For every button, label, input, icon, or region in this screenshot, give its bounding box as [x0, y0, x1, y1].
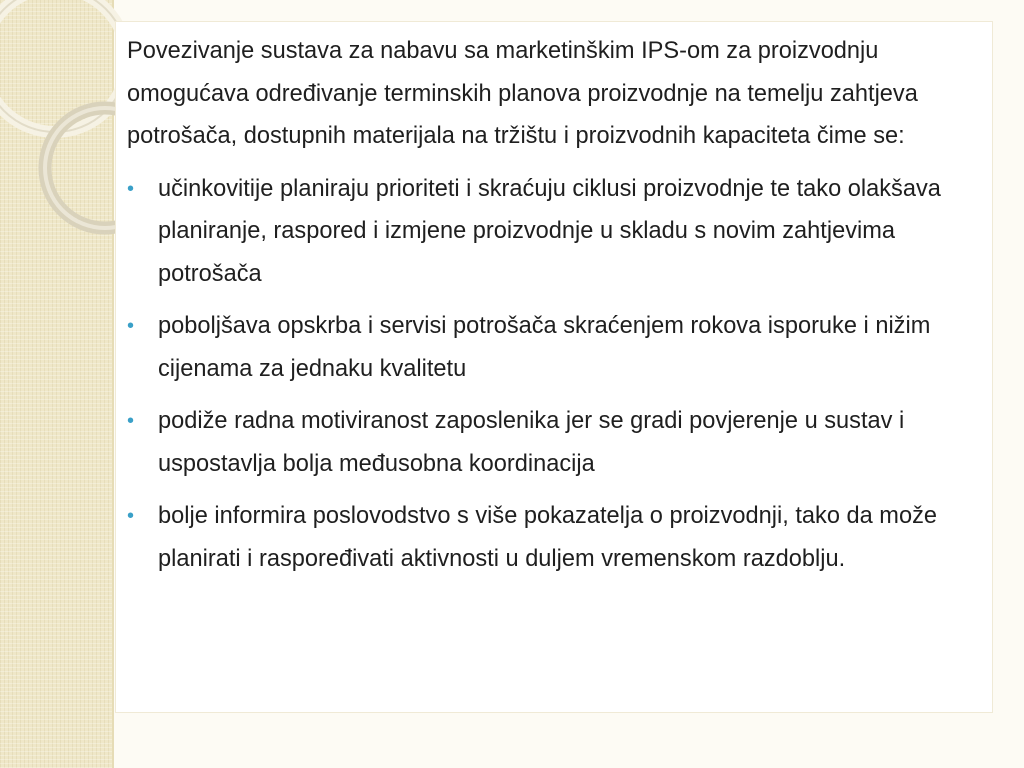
bullet-icon: •: [127, 315, 135, 337]
bullet-text: učinkovitije planiraju prioriteti i skraćuju ciklusi proizvodnje te tako olakšava planiranje, raspored i izmjene proizvodnje u skladu s novim zahtjevima potrošača: [158, 175, 941, 287]
list-item: [127, 305, 989, 390]
intro-paragraph: Povezivanje sustava za nabavu sa marketinškim IPS-om za proizvodnju omogućava određivanje terminskih planova proizvodnje na temelju zahtjeva potrošača, dostupnih materijala na tržištu i proizvodnih kapaciteta čime se:: [127, 38, 918, 149]
bullet-list: [127, 168, 989, 581]
bullet-text: podiže radna motiviranost zaposlenika jer se gradi povjerenje u sustav i uspostavlja bolja međusobna koordinacija: [158, 408, 905, 477]
bullet-icon: •: [127, 505, 135, 527]
bullet-text: poboljšava opskrba i servisi potrošača skraćenjem rokova isporuke i nižim cijenama za jednaku kvalitetu: [158, 313, 931, 382]
bullet-icon: •: [127, 410, 135, 432]
list-item: [127, 495, 989, 580]
slide-body: [127, 30, 989, 590]
list-item: [127, 168, 989, 296]
list-item: [127, 400, 989, 485]
bullet-icon: •: [127, 177, 135, 200]
bullet-text: bolje informira poslovodstvo s više pokazatelja o proizvodnji, tako da može planirati i raspoređivati aktivnosti u duljem vremenskom razdoblju.: [158, 503, 937, 572]
